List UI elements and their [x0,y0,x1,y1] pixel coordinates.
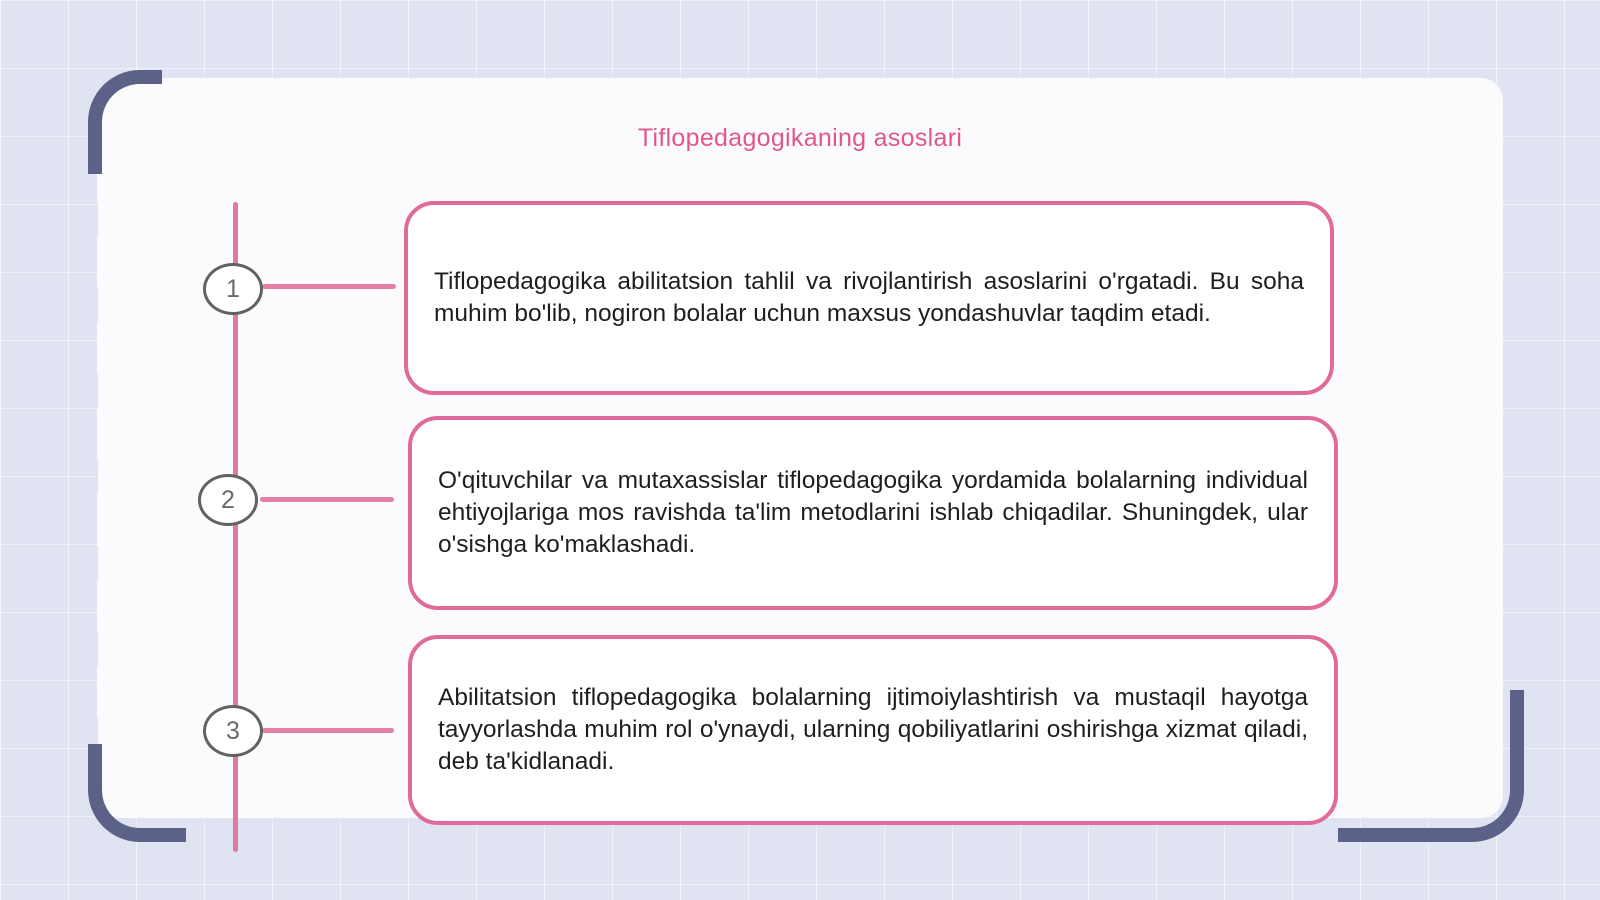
corner-bracket-bottom-right [1338,690,1524,842]
step-number-badge: 2 [198,474,258,526]
step-card [404,201,1334,395]
timeline-connector [260,497,394,502]
timeline-connector [262,284,396,289]
corner-bracket-bottom-left [88,744,186,842]
timeline-connector [262,728,394,733]
step-card-text: Tiflopedagogika abilitatsion tahlil va rivojlantirish asoslarini o'rgatadi. Bu soha muhim bo'lib, nogiron bolalar uchun maxsus yondashuvlar taqdim etadi. [434,268,1304,327]
step-card [408,416,1338,610]
step-card [408,635,1338,825]
slide-title: Tiflopedagogikaning asoslari [637,124,963,152]
step-number-badge: 3 [203,705,263,757]
step-card-text: Abilitatsion tiflopedagogika bolalarning ijtimoiylashtirish va mustaqil hayotga tayyorlashda muhim rol o'ynaydi, ularning qobiliyatlarini oshirishga xizmat qiladi, deb ta'kidlanadi. [438,684,1308,775]
corner-bracket-top-left [88,70,162,174]
step-number-badge: 1 [203,263,263,315]
step-card-text: O'qituvchilar va mutaxassislar tiflopedagogika yordamida bolalarning individual ehtiyojlariga mos ravishda ta'lim metodlarini ishlab chiqadilar. Shuningdek, ular o'sishga ko'maklashadi. [438,467,1308,558]
